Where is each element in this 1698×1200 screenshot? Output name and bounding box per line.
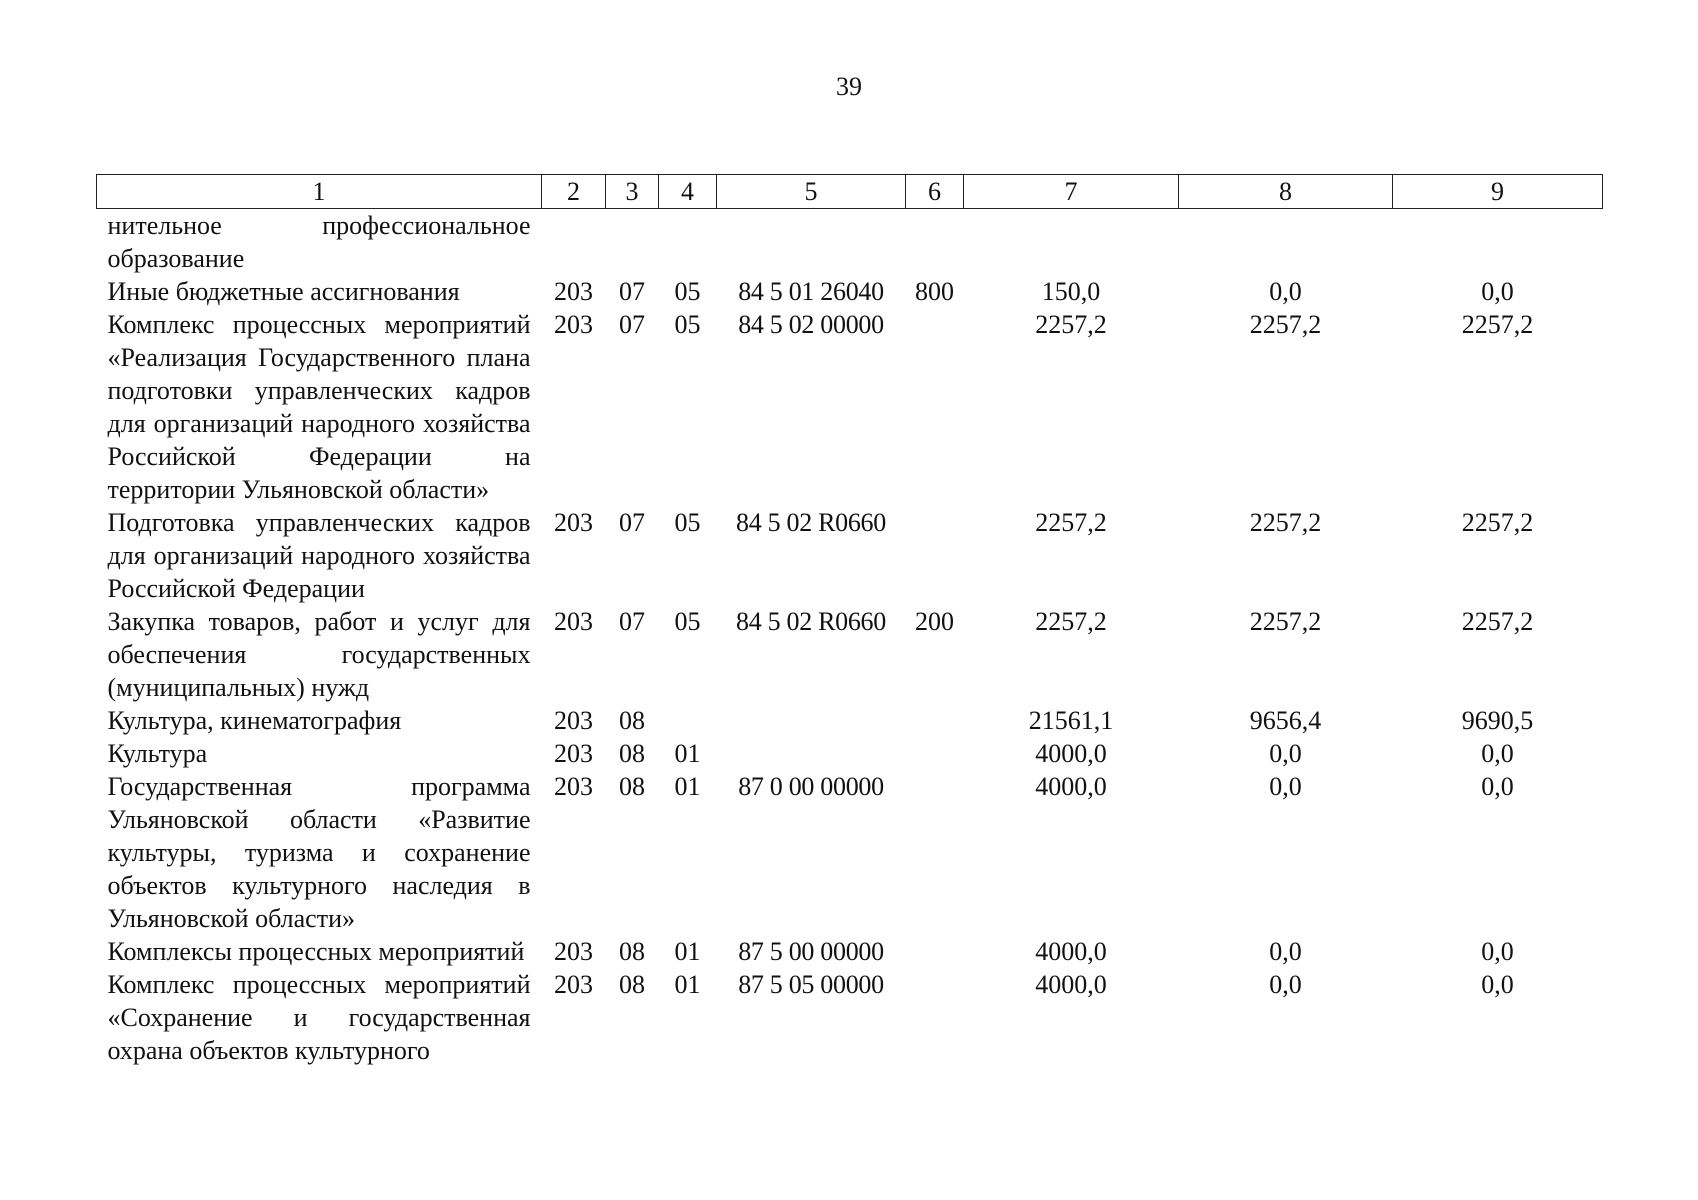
cell-c3: 07 <box>619 310 645 339</box>
row-name: Комплексы процессных мероприятий <box>107 937 525 966</box>
cell-c3: 07 <box>619 607 645 636</box>
table-row <box>97 770 1603 935</box>
row-name: Культура <box>107 739 208 768</box>
cell-c7: 4000,0 <box>1035 937 1107 966</box>
cell-c3: 08 <box>619 739 645 768</box>
cell-c7: 4000,0 <box>1035 772 1107 801</box>
cell-c6 <box>906 506 964 605</box>
cell-c9: 0,0 <box>1481 970 1514 999</box>
table-row <box>97 308 1603 506</box>
row-name: Закупка товаров, работ и услуг для обеспечения государственных (муниципальных) нужд <box>107 607 531 702</box>
cell-c9: 0,0 <box>1481 739 1514 768</box>
cell-c3: 08 <box>619 706 645 735</box>
row-name: Комплекс процессных мероприятий «Реализация Государственного плана подготовки управленческих кадров для организаций народного хозяйства Российской Федерации на территории Ульяновской области» <box>107 310 531 504</box>
cell-c2: 203 <box>554 739 593 768</box>
cell-c4: 05 <box>674 508 701 537</box>
cell-c8: 0,0 <box>1269 937 1302 966</box>
cell-c6 <box>906 308 964 506</box>
cell-c8: 2257,2 <box>1249 508 1322 537</box>
cell-c4: 01 <box>674 772 701 801</box>
cell-c8: 0,0 <box>1269 772 1302 801</box>
cell-c7 <box>964 209 1179 276</box>
cell-c4 <box>659 704 717 737</box>
cell-c9: 0,0 <box>1481 277 1514 306</box>
cell-c7: 4000,0 <box>1035 739 1107 768</box>
cell-c9 <box>1393 209 1603 276</box>
cell-c7: 4000,0 <box>1035 970 1107 999</box>
cell-c5 <box>717 209 906 276</box>
cell-c4: 05 <box>674 310 701 339</box>
cell-c5: 87 5 00 00000 <box>738 937 884 966</box>
row-name: Культура, кинематография <box>107 706 402 735</box>
cell-c3 <box>606 209 659 276</box>
cell-c9: 9690,5 <box>1461 706 1534 735</box>
cell-c6 <box>906 770 964 935</box>
cell-c5: 84 5 01 26040 <box>738 277 884 306</box>
cell-c3: 08 <box>619 772 645 801</box>
cell-c4: 01 <box>674 970 701 999</box>
cell-c6 <box>906 935 964 968</box>
budget-table <box>96 174 1603 1067</box>
cell-c5 <box>717 737 906 770</box>
header-col-5: 5 <box>717 175 906 209</box>
cell-c7: 150,0 <box>1041 277 1101 306</box>
header-col-7: 7 <box>964 175 1179 209</box>
table-row <box>97 968 1603 1067</box>
cell-c8: 2257,2 <box>1249 310 1322 339</box>
cell-c3: 08 <box>619 970 645 999</box>
header-col-6: 6 <box>906 175 964 209</box>
header-col-8: 8 <box>1179 175 1393 209</box>
cell-c2: 203 <box>554 607 593 636</box>
cell-c8: 0,0 <box>1269 970 1302 999</box>
cell-c4: 01 <box>674 937 701 966</box>
table-row <box>97 935 1603 968</box>
cell-c8: 9656,4 <box>1249 706 1322 735</box>
cell-c7: 2257,2 <box>1035 607 1107 636</box>
row-name: Подготовка управленческих кадров для организаций народного хозяйства Российской Федерации <box>107 508 531 603</box>
header-col-2: 2 <box>542 175 606 209</box>
header-col-1: 1 <box>97 175 542 209</box>
cell-c2: 203 <box>554 277 593 306</box>
table-header-row <box>97 175 1603 209</box>
cell-c4: 05 <box>674 277 701 306</box>
cell-c8 <box>1179 209 1393 276</box>
cell-c4 <box>659 209 717 276</box>
cell-c7: 2257,2 <box>1035 508 1107 537</box>
cell-c5: 87 5 05 00000 <box>738 970 884 999</box>
cell-c3: 07 <box>619 508 645 537</box>
cell-c9: 0,0 <box>1481 937 1514 966</box>
cell-c9: 2257,2 <box>1461 607 1534 636</box>
cell-c4: 01 <box>674 739 701 768</box>
table-row <box>97 605 1603 704</box>
table-row <box>97 275 1603 308</box>
cell-c6: 200 <box>915 607 954 636</box>
cell-c2: 203 <box>554 937 593 966</box>
cell-c5: 84 5 02 00000 <box>738 310 884 339</box>
cell-c7: 21561,1 <box>1028 706 1114 735</box>
cell-c2: 203 <box>554 310 593 339</box>
cell-c8: 2257,2 <box>1249 607 1322 636</box>
cell-c6 <box>906 704 964 737</box>
row-name: Иные бюджетные ассигнования <box>107 277 460 306</box>
page-number: 39 <box>836 72 862 101</box>
cell-c8: 0,0 <box>1269 277 1302 306</box>
header-col-3: 3 <box>606 175 659 209</box>
cell-c9: 2257,2 <box>1461 508 1534 537</box>
cell-c5 <box>717 704 906 737</box>
cell-c8: 0,0 <box>1269 739 1302 768</box>
cell-c2: 203 <box>554 706 593 735</box>
cell-c5: 84 5 02 R0660 <box>736 508 886 537</box>
cell-c2: 203 <box>554 508 593 537</box>
table-row <box>97 506 1603 605</box>
header-col-9: 9 <box>1393 175 1603 209</box>
table-row <box>97 209 1603 276</box>
cell-c2 <box>542 209 606 276</box>
row-name: нительное профессиональное образование <box>107 211 531 273</box>
cell-c5: 87 0 00 00000 <box>738 772 884 801</box>
cell-c6 <box>906 737 964 770</box>
cell-c6 <box>906 209 964 276</box>
cell-c7: 2257,2 <box>1035 310 1107 339</box>
table-row <box>97 704 1603 737</box>
cell-c9: 2257,2 <box>1461 310 1534 339</box>
header-col-4: 4 <box>659 175 717 209</box>
table-row <box>97 737 1603 770</box>
row-name: Комплекс процессных мероприятий «Сохранение и государственная охрана объектов культурного <box>107 970 531 1065</box>
cell-c2: 203 <box>554 772 593 801</box>
cell-c3: 08 <box>619 937 645 966</box>
cell-c6: 800 <box>915 277 954 306</box>
cell-c6 <box>906 968 964 1067</box>
cell-c4: 05 <box>674 607 701 636</box>
cell-c3: 07 <box>619 277 645 306</box>
cell-c9: 0,0 <box>1481 772 1514 801</box>
cell-c5: 84 5 02 R0660 <box>736 607 886 636</box>
cell-c2: 203 <box>554 970 593 999</box>
row-name: Государственная программа Ульяновской области «Развитие культуры, туризма и сохранение объектов культурного наследия в Ульяновской области» <box>107 772 531 933</box>
